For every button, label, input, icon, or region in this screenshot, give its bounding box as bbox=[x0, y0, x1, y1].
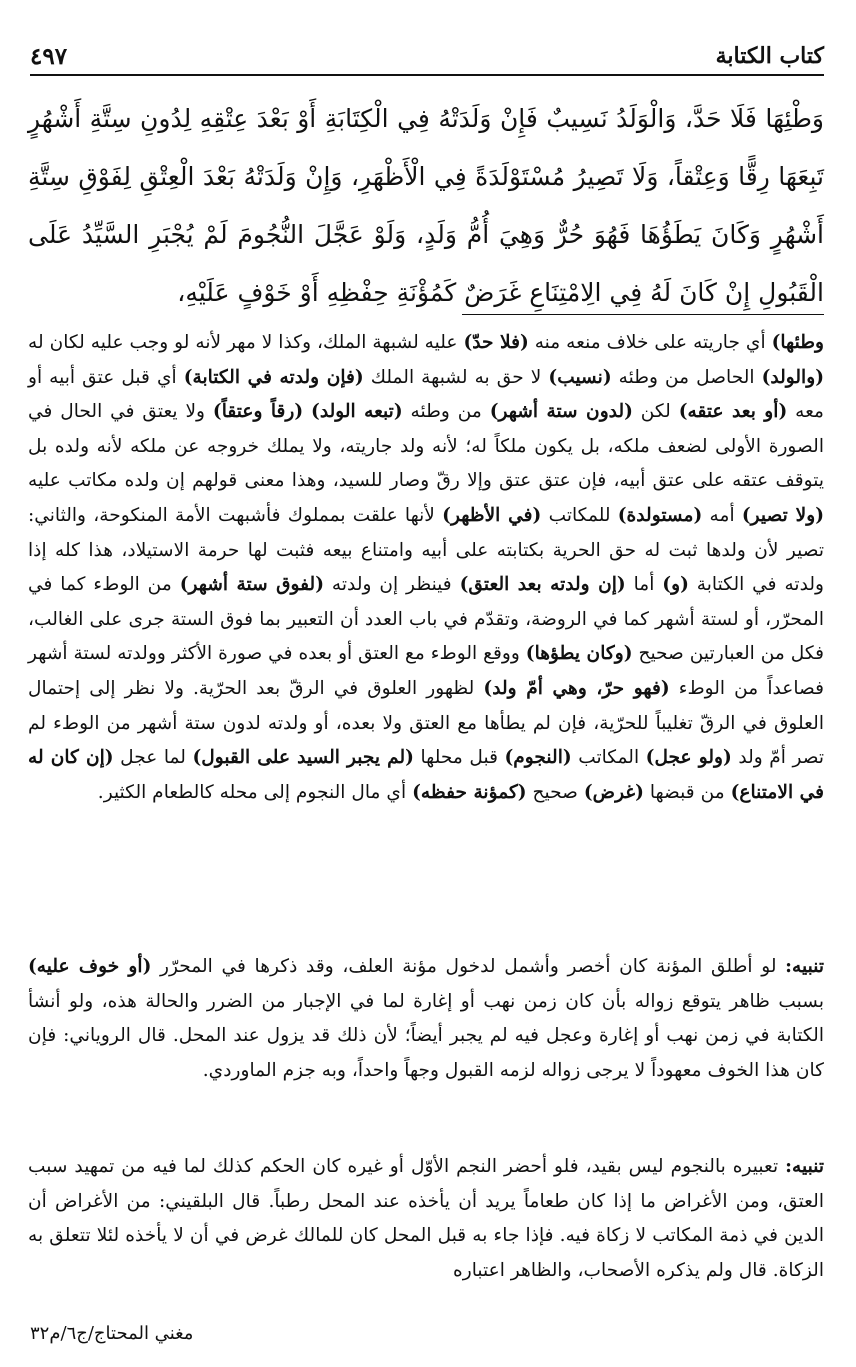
commentary-text bbox=[28, 326, 824, 810]
bold-quote: (و) bbox=[662, 574, 689, 596]
bold-quote: (فإن ولدته في الكتابة) bbox=[183, 366, 364, 388]
bold-quote: تنبيه: bbox=[785, 1156, 824, 1177]
bold-quote: (فهو حرّ، وهي أمّ ولد) bbox=[483, 677, 670, 699]
page-number: ٤٩٧ bbox=[30, 42, 68, 70]
bold-quote: (تبعه الولد) bbox=[311, 401, 403, 423]
bold-quote: (غرض) bbox=[583, 781, 644, 803]
text-run: لظهور العلوق في الرقّ بعد الحرّية. ولا نظر إلى إحتمال العلوق في الرقّ تغليباً للحرّية، فإن لم يطأها مع العتق ولا بعده، أو ولدته لدون ستة أشهر من الوطء لم تصر أمّ ولد bbox=[28, 677, 825, 769]
note-paragraph-2 bbox=[28, 1150, 824, 1288]
text-run: أي جاريته على خلاف منعه منه bbox=[528, 332, 772, 353]
text-run: لا حق به لشبهة الملك bbox=[363, 366, 549, 388]
text-run: ووقع الوطء مع العتق أو بعده في صورة الأكثر وولدته لستة أشهر فصاعداً من الوطء bbox=[28, 643, 825, 699]
text-run: لأنها علقت بمملوك فأشبهت الأمة المنكوحة، والثاني: تصير لأن ولدها ثبت له حق الحرية بكتابته على أبيه وامتناع بيعه فثبت لها حرمة الاستيلاد، هذا كله إذا ولدته في الكتابة bbox=[28, 504, 824, 596]
text-run: لما عجل bbox=[113, 747, 193, 769]
text-run: من الوطء كما في المحرّر، أو لستة أشهر كما في الروضة، وتقدّم في باب العدد أن التعبير بما فوق الستة جرى على الغالب، فكل من العبارتين صحيح bbox=[28, 574, 824, 665]
bold-quote: (رقاً وعتقاً) bbox=[212, 401, 304, 423]
text-run: لو أطلق المؤنة كان أخصر وأشمل لدخول مؤنة العلف، وقد ذكرها في المحرّر bbox=[151, 956, 786, 977]
bold-quote: (لفوق ستة أشهر) bbox=[179, 574, 325, 596]
text-run: من وطئه bbox=[402, 401, 490, 423]
text-run: قبل محلها bbox=[413, 747, 505, 769]
text-run: لكن bbox=[632, 401, 679, 423]
text-run: أمه bbox=[702, 504, 742, 526]
note-paragraph-1 bbox=[28, 950, 824, 1088]
bold-quote: وطئها) bbox=[771, 332, 824, 353]
text-run: صحيح bbox=[526, 781, 584, 803]
text-run: عليه لشبهة الملك، وكذا لا مهر لأنه لو وجب عليه لكان له bbox=[28, 332, 464, 353]
main-text: وَطْئِهَا فَلَا حَدَّ، وَالْوَلَدُ نَسِيبٌ فَإِنْ وَلَدَتْهُ فِي الْكِتَابَةِ أَوْ بَعْدَ عِتْقِهِ لِدُونِ سِتَّةِ أَشْهُرٍ تَبِعَهَا رِقًّا وَعِتْقاً، وَلَا تَصِيرُ مُسْتَوْلَدَةً فِي الْأَظْهَرِ، وَإِنْ وَلَدَتْهُ بَعْدَ الْعِتْقِ لِفَوْقِ سِتَّةِ أَشْهُرٍ وَكَانَ يَطَؤُهَا فَهُوَ حُرٌّ وَهِيَ أُمُّ وَلَدٍ، وَلَوْ عَجَّلَ النُّجُومَ لَمْ يُجْبَرِ السَّيِّدُ عَلَى الْقَبُولِ إِنْ كَانَ لَهُ فِي الِامْتِنَاعِ غَرَضٌ كَمُؤْنَةِ حِفْظِهِ أَوْ خَوْفٍ عَلَيْهِ، bbox=[28, 104, 824, 307]
text-run: الحاصل من وطئه bbox=[611, 366, 762, 388]
bold-quote: (في الأظهر) bbox=[442, 504, 542, 526]
text-run: من قبضها bbox=[643, 781, 731, 803]
text-run: أي قبل عتق أبيه أو معه bbox=[28, 366, 825, 423]
separator-rule bbox=[462, 314, 824, 315]
book-title: كتاب الكتابة bbox=[715, 43, 824, 69]
text-run: ولا يعتق في الحال في الصورة الأولى لضعف ملكه، بل يكون ملكاً له؛ لأنه ولد جاريته، ولا يملك خروجه عن ملكه لأنه ولده بل يتوقف عتقه على عتق أبيه، فإن عتق عتق وإلا رقّ وصار للسيد، وهذا معنى قولهم إن ولده مكاتب عليه bbox=[28, 401, 824, 492]
bold-quote: (فلا حدّ) bbox=[463, 332, 529, 353]
text-run: بسبب ظاهر يتوقع زواله بأن كان زمن نهب أو إغارة لما في الإجبار من الضرر والحالة هذه، ولو أنشأ الكتابة في زمن نهب أو إغارة وعجل فيه لم يجبر أيضاً؛ لأن ذلك قد يزول عند المحل. قال الروياني: فإن كان هذا الخوف معهوداً لا يرجى زواله لزمه القبول وجهاً واحداً، وبه جزم الماوردي. bbox=[28, 990, 824, 1081]
bold-quote: (النجوم) bbox=[504, 747, 572, 769]
bold-quote: (أو خوف عليه) bbox=[28, 956, 152, 977]
bold-quote: (نسيب) bbox=[548, 366, 612, 388]
bold-quote: (إن ولدته بعد العتق) bbox=[459, 574, 626, 596]
bold-quote: تنبيه: bbox=[785, 956, 824, 977]
bold-quote: (أو بعد عتقه) bbox=[678, 401, 788, 423]
text-run: للمكاتب bbox=[541, 504, 618, 526]
running-header bbox=[30, 38, 824, 76]
bold-quote: (ولا تصير) bbox=[741, 504, 824, 526]
page-footer: مغني المحتاج/ج٦/م٣٢ bbox=[30, 1323, 194, 1344]
bold-quote: (لدون ستة أشهر) bbox=[489, 401, 633, 423]
bold-quote: (والولد) bbox=[761, 366, 824, 388]
text-run: المكاتب bbox=[571, 747, 646, 769]
text-run: أما bbox=[625, 574, 663, 596]
bold-quote: (كمؤنة حفظه) bbox=[412, 781, 527, 803]
bold-quote: (لم يجبر السيد على القبول) bbox=[192, 747, 414, 769]
bold-quote: (مستولدة) bbox=[617, 504, 703, 526]
bold-quote: (وكان يطؤها) bbox=[525, 643, 633, 665]
text-run: فينظر إن ولدته bbox=[324, 574, 460, 596]
text-run bbox=[303, 401, 311, 422]
text-run: تعبيره بالنجوم ليس بقيد، فلو أحضر النجم الأوّل أو غيره كان الحكم كذلك لما فيه من تمهيد سبب العتق، ومن الأغراض ما إذا كان طعاماً يريد أن يأخذه عند المحل رطباً. قال البلقيني: من الأغراض أن الدين في ذمة المكاتب لا زكاة فيه. فإذا جاء به قبل المحل كان للمالك غرض في أن لا يأخذه لئلا تتعلق به الزكاة. قال ولم يذكره الأصحاب، والظاهر اعتباره bbox=[28, 1156, 824, 1281]
bold-quote: (ولو عجل) bbox=[645, 747, 732, 769]
bold-quote: (إن كان له في الامتناع) bbox=[28, 747, 824, 803]
text-run: أي مال النجوم إلى محله كالطعام الكثير. bbox=[97, 781, 413, 803]
